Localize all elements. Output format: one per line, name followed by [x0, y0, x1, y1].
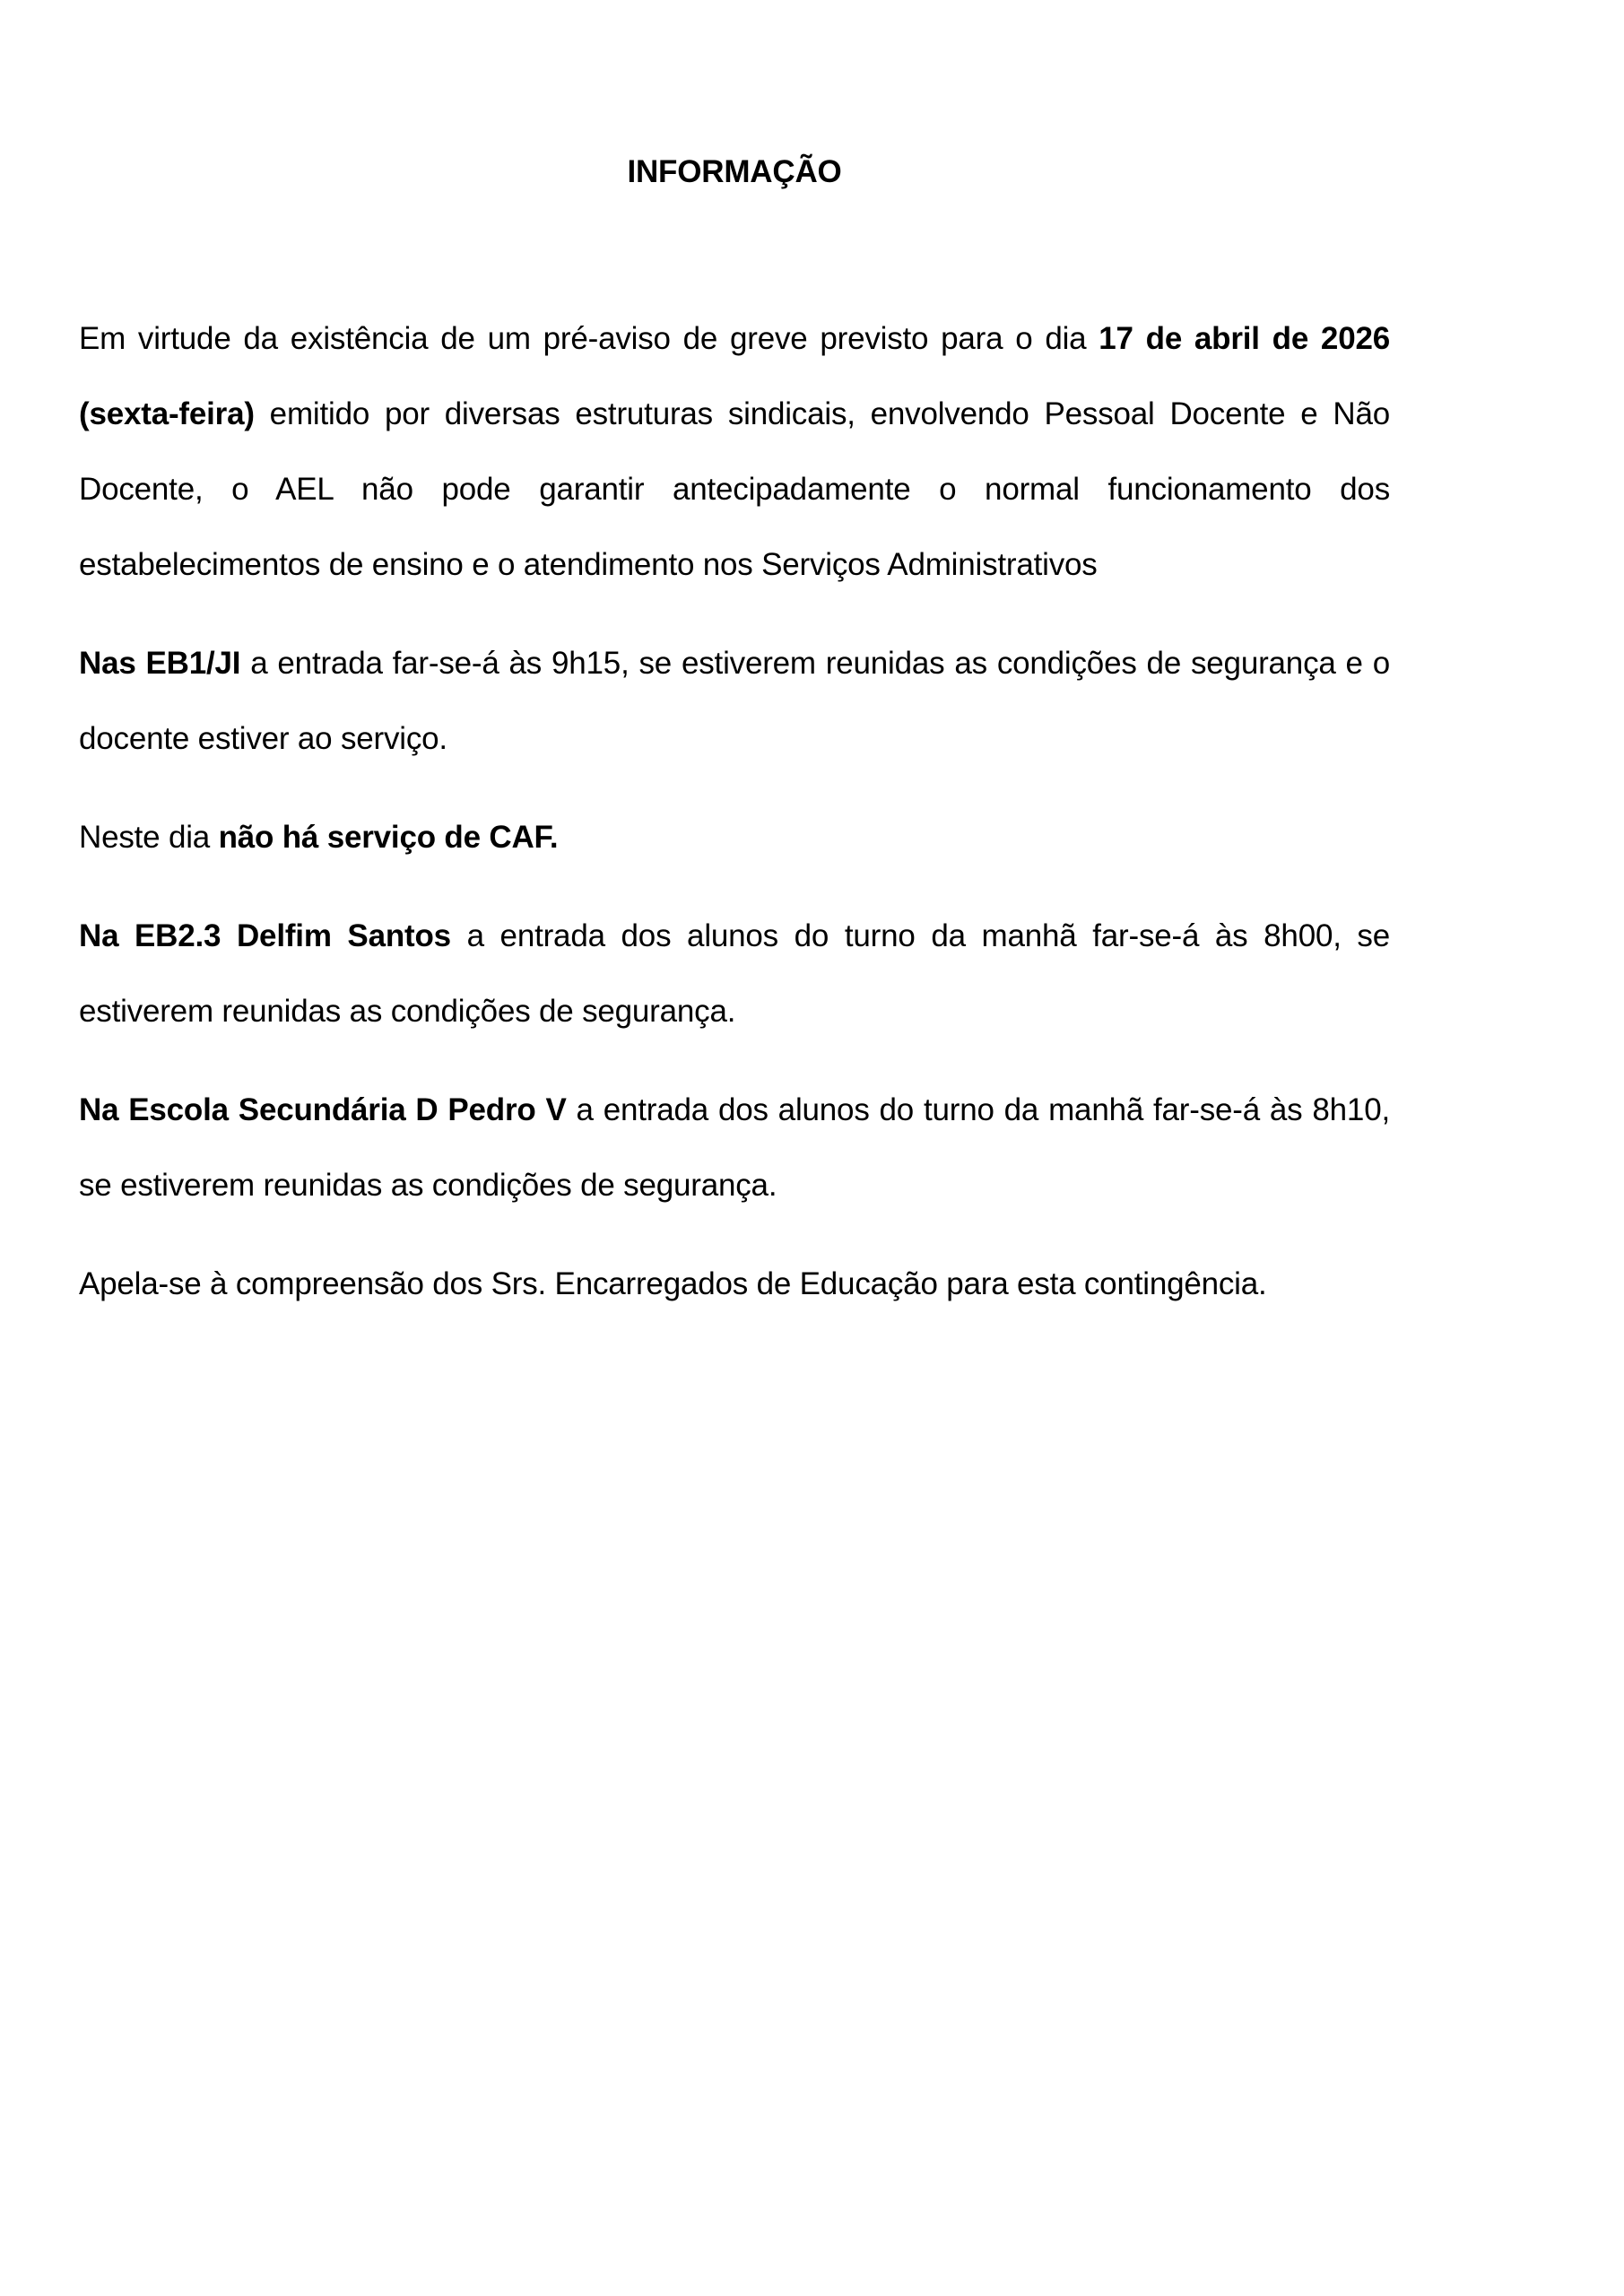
text-run: a entrada dos alunos do turno da manhã far-se-á às 8h10, se estiverem reunidas as condições de segurança.	[79, 1092, 1390, 1203]
paragraph-6	[79, 1247, 1390, 1322]
text-run: Apela-se à compreensão dos Srs. Encarregados de Educação para esta contingência.	[79, 1266, 1267, 1301]
text-run: Neste dia	[79, 820, 219, 855]
text-run-bold: não há serviço de CAF.	[218, 820, 559, 855]
paragraph-4	[79, 899, 1390, 1049]
text-run-bold: 17 de abril de 2026 (sexta-feira)	[79, 321, 1390, 431]
text-run-bold: Na Escola Secundária D Pedro V	[79, 1092, 567, 1127]
paragraph-1	[79, 301, 1390, 603]
document-body	[79, 301, 1390, 1322]
text-run: a entrada dos alunos do turno da manhã far-se-á às 8h00, se estiverem reunidas as condições de segurança.	[79, 918, 1390, 1029]
paragraph-5	[79, 1073, 1390, 1223]
document-title: INFORMAÇÃO	[627, 154, 842, 189]
text-run-bold: Na EB2.3 Delfim Santos	[79, 918, 451, 953]
text-run: Em virtude da existência de um pré-aviso de greve previsto para o dia	[79, 321, 1099, 356]
text-run: a entrada far-se-á às 9h15, se estiverem reunidas as condições de segurança e o docente estiver ao serviço.	[79, 646, 1390, 756]
paragraph-3	[79, 800, 1390, 875]
paragraph-2	[79, 626, 1390, 777]
text-run-bold: Nas EB1/JI	[79, 646, 241, 681]
text-run: emitido por diversas estruturas sindicais, envolvendo Pessoal Docente e Não Docente, o AEL não pode garantir antecipadamente o normal funcionamento dos estabelecimentos de ensino e o atendimento nos Serviços Administrativos	[79, 396, 1390, 582]
